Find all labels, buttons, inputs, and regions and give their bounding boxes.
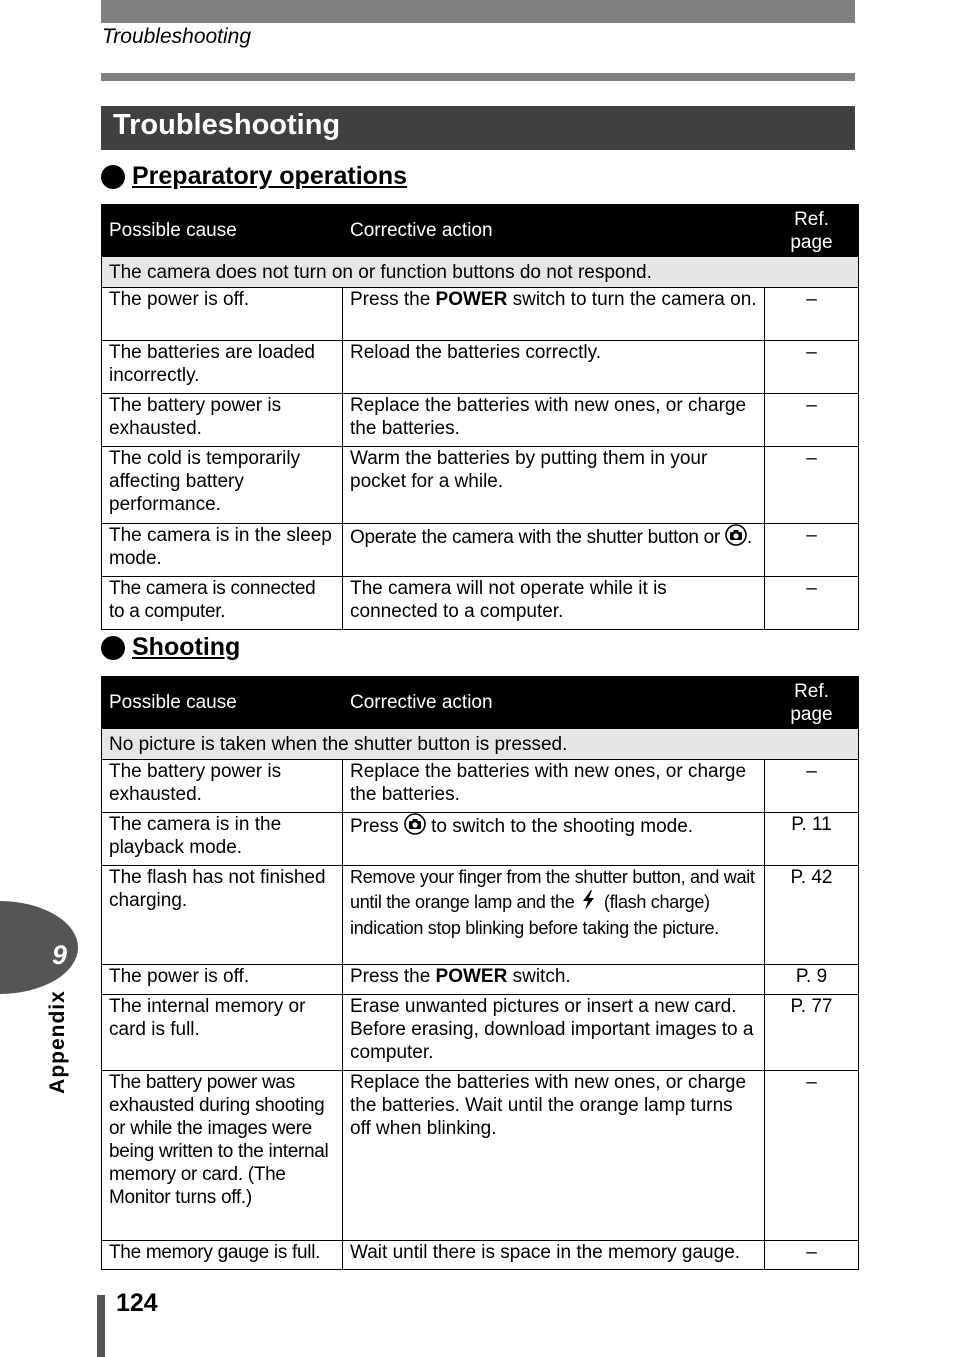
ref-cell: P. 77 (765, 995, 859, 1071)
condition-text: The camera does not turn on or function buttons do not respond. (102, 257, 859, 288)
action-cell: Warm the batteries by putting them in your pocket for a while. (343, 447, 765, 524)
table-row (102, 524, 859, 577)
table-header-row (102, 205, 859, 257)
ref-cell: – (765, 1071, 859, 1241)
action-cell: Press to switch to the shooting mode. (343, 813, 765, 866)
header-action: Corrective action (343, 677, 765, 729)
cause-cell: The battery power is exhausted. (102, 760, 343, 813)
section-heading-shooting (101, 633, 240, 662)
condition-row (102, 257, 859, 288)
chapter-label: Appendix (46, 990, 69, 1094)
section-heading-text: Preparatory operations (132, 162, 408, 190)
bullet-icon (101, 636, 125, 660)
table-row (102, 1071, 859, 1241)
action-cell: Press the POWER switch to turn the camera on. (343, 288, 765, 341)
chapter-number: 9 (52, 940, 68, 970)
table-row (102, 866, 859, 965)
condition-row (102, 729, 859, 760)
camera-button-icon (404, 813, 426, 841)
cause-cell: The camera is connected to a computer. (102, 577, 343, 630)
header-cause: Possible cause (102, 205, 343, 257)
bullet-icon (101, 165, 125, 189)
cause-cell: The memory gauge is full. (102, 1241, 343, 1270)
title-bar (101, 106, 855, 150)
action-cell: Wait until there is space in the memory gauge. (343, 1241, 765, 1270)
header-action: Corrective action (343, 205, 765, 257)
action-cell: Replace the batteries with new ones, or charge the batteries. (343, 394, 765, 447)
page-title: Troubleshooting (113, 109, 341, 141)
action-cell: The camera will not operate while it is connected to a computer. (343, 577, 765, 630)
cause-cell: The power is off. (102, 288, 343, 341)
cause-cell: The camera is in the playback mode. (102, 813, 343, 866)
table-row (102, 394, 859, 447)
power-label: POWER (435, 289, 508, 310)
ref-cell: – (765, 1241, 859, 1270)
power-label: POWER (435, 966, 508, 987)
table-row (102, 447, 859, 524)
action-cell: Replace the batteries with new ones, or charge the batteries. Wait until the orange lamp turns off when blinking. (343, 1071, 765, 1241)
header-ref: Ref. page (765, 677, 859, 729)
action-cell: Press the POWER switch. (343, 965, 765, 995)
ref-cell: P. 9 (765, 965, 859, 995)
header-ref: Ref. page (765, 205, 859, 257)
table-row (102, 995, 859, 1071)
page-number: 124 (116, 1289, 158, 1317)
table-row (102, 813, 859, 866)
action-cell: Reload the batteries correctly. (343, 341, 765, 394)
action-cell: Operate the camera with the shutter button or . (343, 524, 765, 577)
ref-cell: – (765, 394, 859, 447)
troubleshooting-table-shooting (101, 676, 859, 1270)
cause-cell: The camera is in the sleep mode. (102, 524, 343, 577)
ref-cell: – (765, 577, 859, 630)
running-title: Troubleshooting (102, 25, 252, 48)
table-row (102, 341, 859, 394)
header-bar (101, 0, 855, 23)
action-cell: Replace the batteries with new ones, or charge the batteries. (343, 760, 765, 813)
cause-cell: The cold is temporarily affecting battery performance. (102, 447, 343, 524)
section-heading-text: Shooting (132, 633, 241, 661)
troubleshooting-table-preparatory (101, 204, 859, 630)
condition-text: No picture is taken when the shutter button is pressed. (102, 729, 859, 760)
cause-cell: The battery power was exhausted during shooting or while the images were being written to the internal memory or card. (The Monitor turns off.) (102, 1071, 343, 1241)
table-row (102, 965, 859, 995)
section-heading-preparatory (101, 162, 407, 191)
ref-cell: – (765, 288, 859, 341)
cause-cell: The internal memory or card is full. (102, 995, 343, 1071)
ref-cell: – (765, 760, 859, 813)
table-row (102, 1241, 859, 1270)
flash-icon (579, 889, 599, 917)
page-number-bar (97, 1295, 105, 1357)
ref-cell: P. 11 (765, 813, 859, 866)
cause-cell: The power is off. (102, 965, 343, 995)
ref-cell: P. 42 (765, 866, 859, 965)
ref-cell: – (765, 447, 859, 524)
table-row (102, 760, 859, 813)
cause-cell: The flash has not finished charging. (102, 866, 343, 965)
action-cell: Remove your finger from the shutter button, and wait until the orange lamp and the (flash charge) indication stop blinking before taking the picture. (343, 866, 765, 965)
cause-cell: The batteries are loaded incorrectly. (102, 341, 343, 394)
cause-cell: The battery power is exhausted. (102, 394, 343, 447)
header-cause: Possible cause (102, 677, 343, 729)
ref-cell: – (765, 341, 859, 394)
table-row (102, 577, 859, 630)
camera-button-icon (725, 524, 747, 552)
table-header-row (102, 677, 859, 729)
header-rule (101, 73, 855, 81)
action-cell: Erase unwanted pictures or insert a new card. Before erasing, download important images to a computer. (343, 995, 765, 1071)
ref-cell: – (765, 524, 859, 577)
table-row (102, 288, 859, 341)
